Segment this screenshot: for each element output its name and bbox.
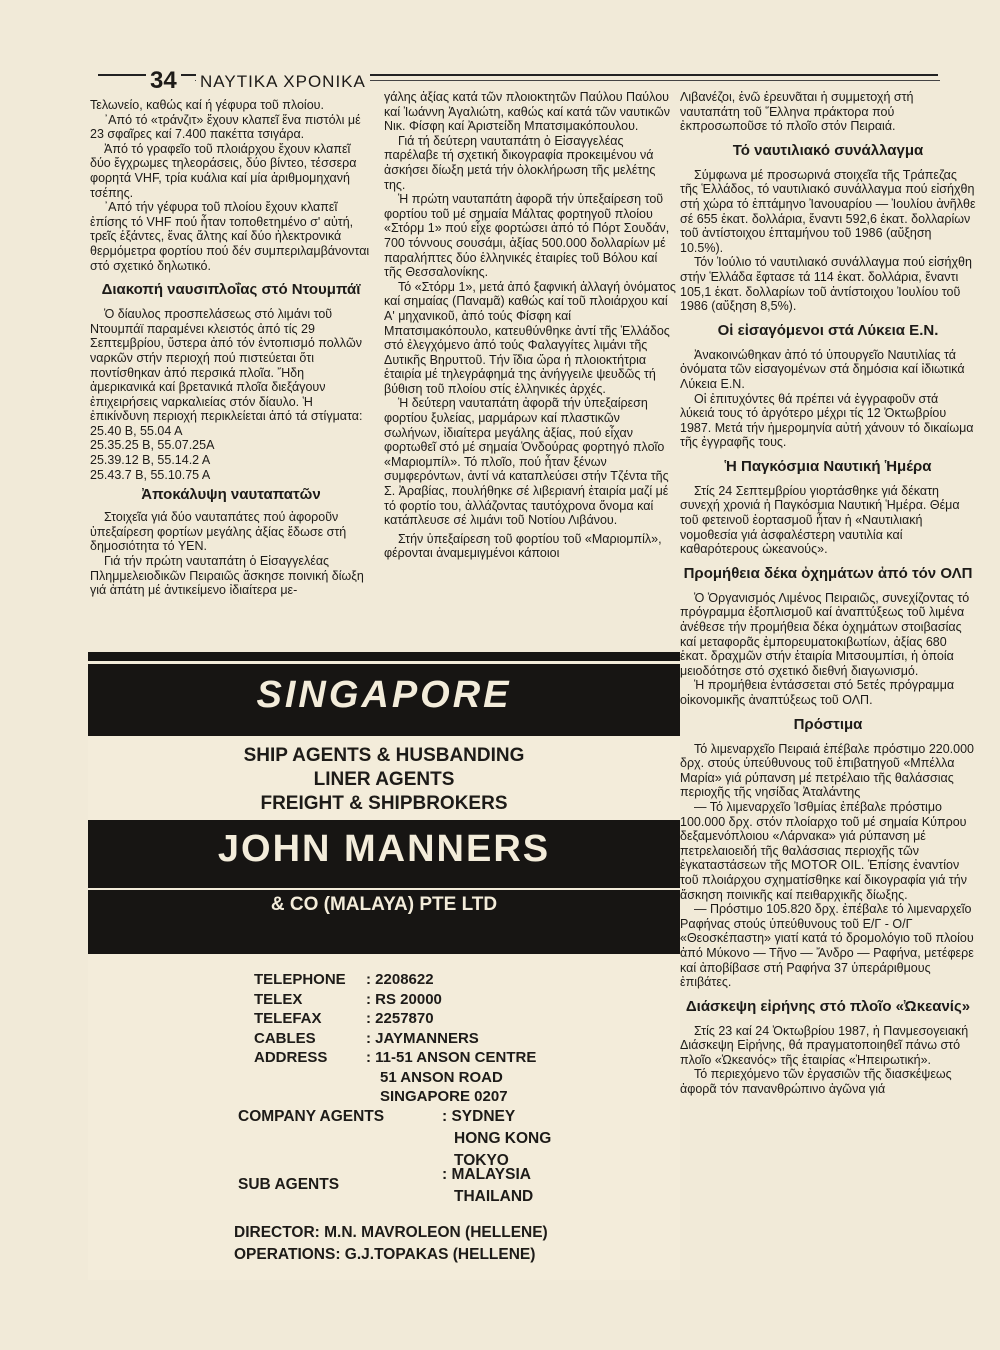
ad-agent-country: : MALAYSIA [442, 1166, 531, 1183]
paragraph: Στίς 24 Σεπτεμβρίου γιορτάσθηκε γιά δέκατη συνεχή χρονιά ἡ Παγκόσμια Ναυτική Ἡμέρα. Θέμα τοῦ φετεινοῦ ἑορτασμοῦ ἦταν ἡ «Ναυτιλιακή νομοθεσία γιά ἀσφαλέστερη ναυτιλία καί καθαρότερους ὠκεανούς». [680, 483, 960, 557]
paragraph: Τό «Στόρμ 1», μετά ἀπό ξαφνική ἀλλαγή ὀνόματος καί σημαίας (Παναμᾶ) καθώς καί τοῦ πλοιάρχου καί Α' μηχανικοῦ, ἀπό τούς Φίσφη καί Μπατσιμακόπουλο, κατευθύνθηκε ἀντί τῆς Ἑλλάδος στό ἐλεγχόμενο ἀπό τούς Φαλαγγίτες λιμάνι τῆς Δυτικῆς Βηρυττοῦ. Τήν ἴδια ὥρα ἡ πλοιοκτήτρια ἑταιρία μέ τηλεγράφημά της ἀνήγγειλε ψευδῶς τή βύθιση τοῦ πλοίου στίς ἑλληνικές ἀρχές. [384, 279, 676, 396]
ad-company-name: JOHN MANNERS [217, 828, 551, 870]
article-heading: Ἀποκάλυψη ναυταπατῶν [141, 486, 321, 504]
ad-contact-label: TELEPHONE [254, 971, 346, 988]
column-2 [384, 90, 678, 561]
ad-contact-values [366, 970, 536, 1107]
paragraph: Ὁ Ὀργανισμός Λιμένος Πειραιῶς, συνεχίζοντας τό πρόγραμμα ἐξοπλισμοῦ καί ἀναπτύξεως τοῦ λιμένα ἀνέθεσε τήν προμήθεια δέκα ὀχημάτων στοιβασίας καί μεταφορᾶς ἐμπορευματοκιβωτίων, ἀξίας 680 ἑκατ. δραχμῶν στήν ἑταιρία Μιτσουμπίσι, ἡ ὁποία μειοδότησε στό σχετικό διεθνή διαγωνισμό. [680, 590, 970, 678]
paragraph: Ἡ πρώτη ναυταπάτη ἀφορᾶ τήν ὑπεξαίρεση τοῦ φορτίου τοῦ μέ σημαία Μάλτας φορτηγοῦ πλοίου «Στόρμ 1» πού εἶχε φορτώσει ἀπό τό Πόρτ Σουδάν, 700 τόννους σουσάμι, ἀξίας 500.000 δολλαρίων μέ παραλήπτες δύο ἑλληνικές ἑταιρίες τοῦ Βόλου καί τῆς Θεσσαλονίκης. [384, 192, 670, 280]
paragraph: Λιβανέζοι, ἐνῶ ἐρευνᾶται ἡ συμμετοχή στή ναυταπάτη τοῦ Ἕλληνα πράκτορα πού ἐκπροσωποῦσε τό πλοῖο στόν Πειραιά. [680, 90, 914, 134]
paragraph: Γιά τήν πρώτη ναυταπάτη ὁ Εἰσαγγελέας Πλημμελειοδικῶν Πειραιῶς ἄσκησε ποινική δίωξη γιά ἀπάτη μέ ἀντικείμενο ἰδιαίτερα με- [90, 554, 364, 598]
magazine-title: ΝΑΥΤΙΚΑ ΧΡΟΝΙΚΑ [196, 72, 370, 92]
paragraph: Τό περιεχόμενο τῶν ἐργασιῶν τῆς διασκέψεως ἀφορᾶ τόν πανανθρώπινο ἀγῶνα γιά [680, 1067, 952, 1097]
paragraph: γάλης ἀξίας κατά τῶν πλοιοκτητῶν Παύλου Παύλου καί Ἰωάννη Ἀγαλιώτη, καθώς καί κατά τῶν ναυτικῶν Νικ. Φίσφη καί Ἀριστείδη Μπατσιμακόπουλου. [384, 90, 671, 134]
ad-contact-value: : 2208622 [366, 971, 434, 988]
ad-contact-value: SINGAPORE 0207 [380, 1088, 508, 1105]
ad-sub-agents [442, 1164, 533, 1208]
paragraph: Ἡ προμήθεια ἐντάσσεται στό 5ετές πρόγραμμα οἰκονομικῆς ἀναπτύξεως τοῦ ΟΛΠ. [680, 678, 955, 707]
paragraph: — Τό λιμεναρχεῖο Ἰσθμίας ἐπέβαλε πρόστιμο 100.000 δρχ. στόν πλοίαρχο τοῦ μέ σημαία Κύπρου δεξαμενόπλοιου «Λάρνακα» γιά ρύπανση μέ πετρελαιοειδή τῆς θαλάσσιας περιοχῆς τῶν ἐγκαταστάσεων τῆς ΜΟTOR OIL. Ἐπίσης ἐναντίον τοῦ πλοιάρχου σχηματίσθηκε καί δικογραφία γιά τήν ἄσκηση ποινικῆς καί πειθαρχικῆς δίωξης. [680, 799, 967, 902]
ad-service: FREIGHT & SHIPBROKERS [260, 793, 508, 814]
paragraph: Σύμφωνα μέ προσωρινά στοιχεῖα τῆς Τράπεζας τῆς Ἑλλάδος, τό ναυτιλιακό συνάλλαγμα πού εἰσήχθη στή χώρα τό ἑπτάμηνο Ἰανουαρίου — Ἰουλίου ἀνῆλθε σέ 655 ἑκατ. δολλάρια, ἔναντι 592,6 ἑκατ. δολλαρίων τοῦ ἀντίστοιχου ἑπταμήνου τοῦ 1986 (αὔξηση 10.5%). [680, 167, 976, 255]
ad-contact-value: : 2257870 [366, 1010, 434, 1027]
paragraph: Στήν ὑπεξαίρεση τοῦ φορτίου τοῦ «Μαριομπίλ», φέρονται ἀναμεμιγμένοι κάποιοι [384, 531, 662, 561]
ad-contact-labels [254, 970, 346, 1068]
paragraph: Τό λιμεναρχεῖο Πειραιά ἐπέβαλε πρόστιμο 220.000 δρχ. στούς ὑπεύθυνους τοῦ ἐπιβατηγοῦ «Μπέλλα Μαρία» γιά ρύπανση μέ πετρέλαιο τῆς θαλάσσιας περιοχῆς τῆς νησίδας Ἀταλάντης [680, 741, 975, 800]
paragraph: Ἀνακοινώθηκαν ἀπό τό ὑπουργεῖο Ναυτιλίας τά ὀνόματα τῶν εἰσαγομένων στά δημόσια καί ἰδιωτικά Λύκεια Ε.Ν. [680, 347, 965, 391]
ad-agent-city: HONG KONG [454, 1130, 552, 1147]
ad-contact-label: TELEFAX [254, 1010, 322, 1027]
ad-contact-label: CABLES [254, 1029, 316, 1047]
coordinate: 25.39.12 B, 55.14.2 A [90, 453, 211, 468]
ad-company-sub: & CO (MALAYA) PTE LTD [270, 894, 498, 915]
ad-director: DIRECTOR: M.N. MAVROLEON (HELLENE) [234, 1224, 548, 1241]
article-heading: Διακοπή ναυσιπλοΐας στό Ντουμπάϊ [101, 281, 361, 299]
article-heading: Προμήθεια δέκα ὀχημάτων ἀπό τόν ΟΛΠ [683, 564, 973, 582]
article-heading: Διάσκεψη εἰρήνης στό πλοῖο «Ὠκεανίς» [685, 997, 971, 1015]
paragraph: Τελωνείο, καθώς καί ή γέφυρα τοῦ πλοίου. [90, 98, 324, 112]
ad-company-sub-band [88, 890, 680, 954]
ad-contact-value: : RS 20000 [366, 990, 442, 1008]
ad-agent-country: THAILAND [454, 1188, 534, 1205]
ad-contact-value: 51 ANSON ROAD [380, 1068, 503, 1086]
coordinate: 25.40 B, 55.04 A [90, 423, 183, 438]
ad-service: LINER AGENTS [313, 769, 455, 790]
ad-agent-city: TOKYO [454, 1152, 509, 1169]
ad-contact-label: ADDRESS [254, 1049, 328, 1066]
ad-service: SHIP AGENTS & HUSBANDING [243, 745, 525, 766]
paragraph: — Πρόστιμο 105.820 δρχ. ἐπέβαλε τό λιμεναρχεῖο Ραφήνας στούς ὑπεύθυνους τοῦ Ε/Γ - Ο/Γ «Θεοσκέπαστη» γιατί κατά τό δρομολόγιο τοῦ πλοίου ἀπό Μύκονο — Τῆνο — Ἄνδρο — Ραφήνα, μετέφερε καί ἀποβίβασε στή Ραφήνα 37 ὑπεράριθμους ἐπιβάτες. [680, 902, 974, 990]
column-3 [680, 90, 976, 1097]
ad-operations: OPERATIONS: G.J.TOPAKAS (HELLENE) [234, 1246, 536, 1263]
ad-agent-city: : SYDNEY [442, 1108, 516, 1125]
article-heading: Τό ναυτιλιακό συνάλλαγμα [732, 141, 924, 159]
coordinate: 25.43.7 B, 55.10.75 A [90, 467, 211, 482]
ad-top-rule [88, 652, 680, 661]
ad-company-agents [442, 1106, 551, 1172]
ad-region: SINGAPORE [256, 674, 512, 716]
paragraph: ᾿Από τό «τράνζιτ» ἔχουν κλαπεῖ ἕνα πιστόλι μέ 23 σφαῖρες καί 7.400 πακέττα τσιγάρα. [90, 112, 361, 142]
column-1 [90, 98, 372, 598]
paragraph: Ἡ δεύτερη ναυταπάτη ἀφορᾶ τήν ὑπεξαίρεση φορτίου ξυλείας, μαρμάρων καί πλαστικῶν σωλήνων, ἰδιαίτερα μεγάλης ἀξίας, πού εἶχαν φορτωθεῖ στό μέ σημαία Ὁνδούρας φορτηγό πλοῖο «Μαριομπίλ». Τό πλοῖο, πού ἦταν ξένων συμφερόντων, ἀντί νά καταπλεύσει στήν Τζέντα τῆς Σ. Ἀραβίας, πουλήθηκε σέ λιβεριανή ἑταιρία μαζί μέ τό φορτίο του, ἀλλάζοντας ταυτόχρονα ὄνομα καί κατάπλευσε σέ λιμάνι τοῦ Νοτίου Λιβάνου. [384, 396, 669, 528]
paragraph: Τόν Ἰούλιο τό ναυτιλιακό συνάλλαγμα πού εἰσήχθη στήν Ἑλλάδα ἔφτασε τά 114 ἑκατ. δολλάρια, ἔναντι 105,1 ἑκατ. δολλαρίων τοῦ ἀντίστοιχου Ἰουλίου τοῦ 1986 (αὔξηση 8,5%). [680, 255, 972, 314]
page-number: 34 [146, 67, 181, 95]
article-heading: Πρόστιμα [793, 715, 863, 733]
paragraph: Στοιχεῖα γιά δύο ναυταπάτες πού ἀφοροῦν ὑπεξαίρεση φορτίων μεγάλης ἀξίας ἔδωσε στή δημοσιότητα τό ΥΕΝ. [90, 510, 347, 554]
ad-contact-value: : 11-51 ANSON CENTRE [366, 1049, 537, 1066]
ad-contact-value: : JAYMANNERS [366, 1029, 479, 1047]
paragraph: Ὁ δίαυλος προσπελάσεως στό λιμάνι τοῦ Ντουμπάϊ παραμένει κλειστός ἀπό τίς 29 Σεπτεμβρίου, ὕστερα ἀπό τόν ἐντοπισμό πολλῶν ναρκῶν στήν περιοχή πού πιστεύεται ὅτι ποντίσθηκαν ἀπό περσικά πλοῖα. Ἤδη ἀμερικανικά καί βρετανικά πλοῖα διεξάγουν ἐπιχειρήσεις ναρκαλιείας στόν δίαυλο. Ἡ ἐπικίνδυνη περιοχή περικλείεται ἀπό τά στίγματα: [90, 307, 363, 424]
article-heading: Οἱ εἰσαγόμενοι στά Λύκεια Ε.Ν. [717, 321, 939, 339]
ad-company-agents-label: COMPANY AGENTS [238, 1108, 385, 1125]
paragraph: Οἱ ἐπιτυχόντες θά πρέπει νά ἐγγραφοῦν στά λύκειά τους τό ἀργότερο μέχρι τίς 12 Ὀκτωβρίου 1987. Μετά τήν ἡμερομηνία αὐτή χάνουν τό δικαίωμα τῆς ἐγγραφῆς τους. [680, 391, 974, 450]
paragraph: Στίς 23 καί 24 Ὀκτωβρίου 1987, ἡ Πανμεσογειακή Διάσκεψη Εἰρήνης, θά πραγματοποιηθεῖ πάνω στό πλοῖο «Ὠκεανός» τῆς ἑταιρίας «Ἠπειρωτική». [680, 1023, 969, 1067]
ad-contact-label: TELEX [254, 990, 303, 1008]
article-heading: Ἡ Παγκόσμια Ναυτική Ἡμέρα [724, 457, 932, 475]
advertisement [88, 652, 680, 1280]
ad-sub-agents-label: SUB AGENTS [238, 1176, 340, 1193]
paragraph: Γιά τή δεύτερη ναυταπάτη ὁ Εἰσαγγελέας παρέλαβε τή σχετική δικογραφία προκειμένου νά ἀσκήσει δίωξη μετά τήν ὁλοκλήρωση τῆς μελέτης της. [384, 133, 656, 192]
coordinate: 25.35.25 B, 55.07.25A [90, 438, 215, 453]
paragraph: ᾿Από τήν γέφυρα τοῦ πλοίου ἔχουν κλαπεῖ ἐπίσης τό VHF πού ἦταν τοποθετημένο σ' αὐτή, τρεῖς ἑξάντες, ἕνας ἄλτης καί δύο ἠλεκτρονικά θερμόμετρα φορτίου πού δέν συμπεριλαμβάνονται στό σχετικό δηλωτικό. [90, 200, 370, 273]
paragraph: Ἀπό τό γραφεῖο τοῦ πλοιάρχου ἔχουν κλαπεῖ δύο ἔγχρωμες τηλεοράσεις, δύο βίντεο, τέσσερα φορητά VHF, τρία κυάλια καί μία ἀριθμομηχανή τσέπης. [90, 141, 357, 200]
